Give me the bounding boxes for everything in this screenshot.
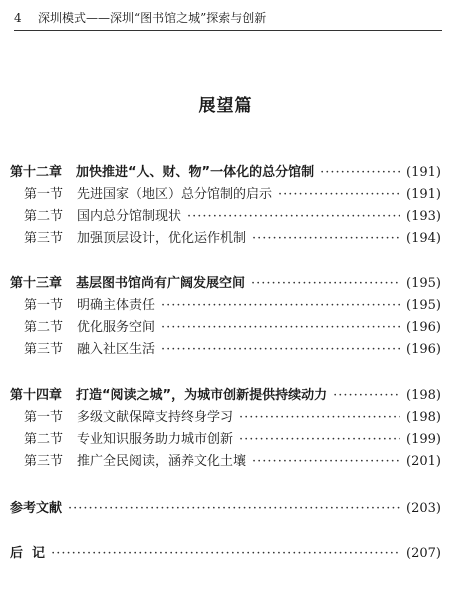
section-page: (196) (406, 342, 441, 357)
section-title: 优化服务空间 (77, 320, 156, 335)
leader-dots (239, 431, 400, 449)
chapter-label: 第十三章 (10, 276, 63, 291)
leader-dots (51, 545, 400, 563)
page-number: 4 (14, 11, 22, 25)
section-label: 第二节 (24, 432, 64, 447)
chapter-label: 第十四章 (10, 388, 63, 403)
leader-dots (161, 319, 400, 337)
leader-dots (252, 453, 400, 471)
section-title: 融入社区生活 (77, 342, 156, 357)
section-label: 第一节 (24, 187, 64, 202)
section-page: (198) (406, 410, 441, 425)
afterword-label: 后 记 (10, 546, 46, 561)
chapter-page: (198) (406, 388, 441, 403)
leader-dots (252, 230, 400, 248)
chapter-title: 打造“阅读之城”，为城市创新提供持续动力 (76, 388, 328, 403)
part-title: 展望篇 (198, 96, 253, 116)
toc-section[interactable] (10, 297, 441, 315)
section-title: 国内总分馆制现状 (77, 209, 182, 224)
leader-dots (161, 297, 400, 315)
toc-section[interactable] (10, 453, 441, 471)
toc-chapter-14[interactable] (10, 387, 441, 405)
section-title: 多级文献保障支持终身学习 (77, 410, 234, 425)
toc-section[interactable] (10, 341, 441, 359)
toc-section[interactable] (10, 319, 441, 337)
section-page: (195) (406, 298, 441, 313)
leader-dots (239, 409, 400, 427)
section-page: (201) (406, 454, 441, 469)
afterword-page: (207) (406, 546, 441, 561)
leader-dots (333, 387, 400, 405)
toc-section[interactable] (10, 431, 441, 449)
toc-section[interactable] (10, 230, 441, 248)
leader-dots (251, 275, 400, 293)
toc-section[interactable] (10, 186, 441, 204)
leader-dots (161, 341, 400, 359)
section-page: (194) (406, 231, 441, 246)
section-label: 第三节 (24, 231, 64, 246)
chapter-title: 基层图书馆尚有广阔发展空间 (76, 276, 246, 291)
section-label: 第一节 (24, 410, 64, 425)
section-title: 先进国家（地区）总分馆制的启示 (77, 187, 273, 202)
section-label: 第二节 (24, 320, 64, 335)
references-label: 参考文献 (10, 501, 63, 516)
section-title: 专业知识服务助力城市创新 (77, 432, 234, 447)
toc-references[interactable] (10, 500, 441, 518)
section-page: (193) (406, 209, 441, 224)
section-title: 明确主体责任 (77, 298, 156, 313)
chapter-page: (191) (406, 165, 441, 180)
leader-dots (187, 208, 400, 226)
toc-chapter-13[interactable] (10, 275, 441, 293)
section-label: 第三节 (24, 454, 64, 469)
chapter-page: (195) (406, 276, 441, 291)
leader-dots (320, 164, 400, 182)
section-page: (196) (406, 320, 441, 335)
section-page: (191) (406, 187, 441, 202)
running-title: 深圳模式——深圳“图书馆之城”探索与创新 (38, 11, 267, 25)
section-label: 第二节 (24, 209, 64, 224)
toc-section[interactable] (10, 208, 441, 226)
toc-section[interactable] (10, 409, 441, 427)
section-title: 推广全民阅读，涵养文化土壤 (77, 454, 247, 469)
leader-dots (278, 186, 400, 204)
section-label: 第一节 (24, 298, 64, 313)
section-label: 第三节 (24, 342, 64, 357)
toc-chapter-12[interactable] (10, 164, 441, 182)
section-page: (199) (406, 432, 441, 447)
toc-afterword[interactable] (10, 545, 441, 563)
references-page: (203) (406, 501, 441, 516)
running-header (14, 10, 442, 31)
chapter-title: 加快推进“人、财、物”一体化的总分馆制 (76, 165, 315, 180)
section-title: 加强顶层设计，优化运作机制 (77, 231, 247, 246)
chapter-label: 第十二章 (10, 165, 63, 180)
leader-dots (68, 500, 400, 518)
